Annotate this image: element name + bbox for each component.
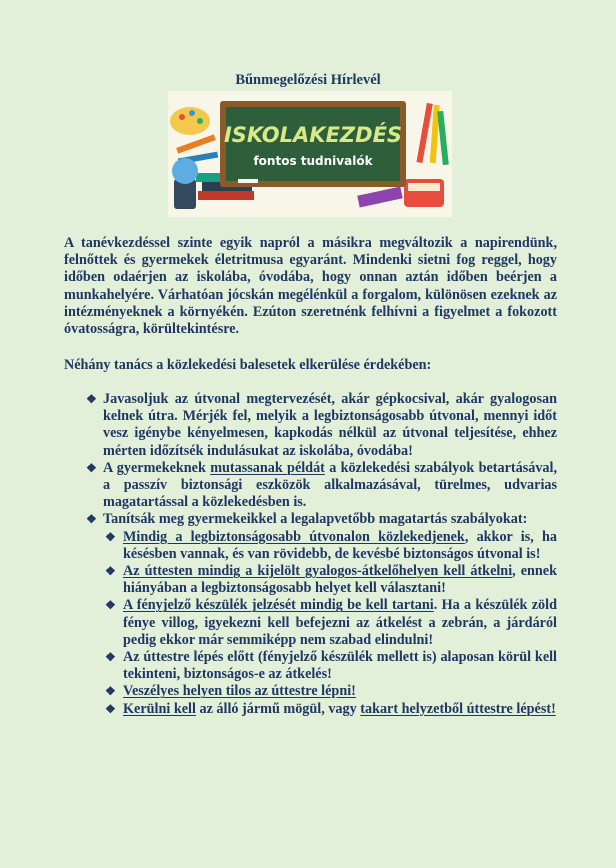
bullet-icon: ❖ bbox=[86, 392, 97, 406]
list-item: ❖ Mindig a legbiztonságosabb útvonalon közlekedjenek, akkor is, ha késésben vannak, és van rövidebb, de kevésbé biztonságos útvonal is! bbox=[105, 528, 557, 562]
list-item: ❖ Az úttestre lépés előtt (fényjelző készülék mellett is) alaposan körül kell tekinteni, biztonságos-e az átkelés! bbox=[105, 649, 557, 683]
bullet-icon: ❖ bbox=[105, 701, 116, 716]
bullet-icon: ❖ bbox=[105, 684, 116, 699]
bullet-icon: ❖ bbox=[105, 650, 116, 665]
pencil-icon bbox=[416, 103, 432, 163]
globe-icon bbox=[172, 158, 198, 184]
banner-line2: fontos tudnivalók bbox=[253, 154, 373, 168]
list-item: ❖ Javasoljuk az útvonal megtervezését, akár gépkocsival, akár gyalogosan kelnek útra. Mérjék fel, melyik a legbiztonságosabb útvonal, mennyi időt vesz igénybe kényelmesen, kapkodás nélkül az útvonal teljesítése, ehhez mérten időzítsék indulásukat az iskolába, óvodába! bbox=[86, 391, 557, 459]
list-item: ❖ Tanítsák meg gyermekeikkel a legalapvetőbb magatartás szabályokat: ❖ Mindig a legbiztonságosabb útvonalon közlekedjenek, akkor is, ha késésben vannak, és van rövidebb, de kevésbé biztonságos útvonal is! ❖ Az úttesten mindig a kijelölt gyalogos-átkelőhelyen kell átkelni, ennek hiányában a legbiztonságosabb helyet kell választani! ❖ A fényjelző készülék jelzését mindig be kell tartani. Ha a készülék zöld fénye villog, igyekezni kell befejezni az átkelést a zebrán, a járdáról pedig ekkor már semmiképp nem szabad elindulni! ❖ Az úttestre lépés előtt (fényjelző készülék mellett is) alaposan körül kell tekinteni, biztonságos-e az átkelés! ❖ Veszélyes helyen tilos az úttestre lépni! ❖ Kerülni kell az álló jármű mögül, vagy takart helyzetből úttestre lépést! bbox=[86, 511, 557, 717]
intro-paragraph: A tanévkezdéssel szinte egyik napról a másikra megváltozik a napirendünk, felnőttek és gyermekek életritmusa egyaránt. Mindenki sietni fog reggel, hogy időben odaérjen az iskolába, óvodába, hogy onnan aztán időben beérjen a munkahelyére. Várhatóan jócskán megélénkül a forgalom, különösen ezeknek az intézményeknek a környékén. Ezúton szeretnénk felhívni a figyelmet a fokozott óvatosságra, körültekintésre. bbox=[64, 235, 557, 338]
bullet-icon: ❖ bbox=[105, 564, 116, 579]
bullet-icon: ❖ bbox=[105, 598, 116, 613]
list-item: ❖ Az úttesten mindig a kijelölt gyalogos-átkelőhelyen kell átkelni, ennek hiányában a legbiztonságosabb helyet kell választani! bbox=[105, 563, 557, 597]
list-item: ❖ Kerülni kell az álló jármű mögül, vagy takart helyzetből úttestre lépést! bbox=[105, 700, 556, 717]
chalkboard-illustration bbox=[168, 91, 452, 217]
list-item: ❖ A fényjelző készülék jelzését mindig be kell tartani. Ha a készülék zöld fénye villog, igyekezni kell befejezni az átkelést a zebrán, a járdáról pedig ekkor már semmiképp nem szabad elindulni! bbox=[105, 597, 557, 648]
list-item: ❖ A gyermekeknek mutassanak példát a közlekedési szabályok betartásával, a passzív biztonsági eszközök alkalmazásával, türelmes, udvarias magatartással a közlekedésben is. bbox=[86, 459, 558, 511]
pencil-icon bbox=[176, 134, 216, 153]
banner-line1: ISKOLAKEZDÉS bbox=[223, 123, 403, 147]
rules-sublist bbox=[103, 529, 557, 718]
pencil-icon bbox=[437, 111, 449, 165]
list-item: ❖ Veszélyes helyen tilos az úttestre lépni! bbox=[105, 683, 356, 700]
bullet-icon: ❖ bbox=[86, 460, 97, 475]
school-start-banner bbox=[168, 91, 452, 217]
bullet-icon: ❖ bbox=[105, 529, 116, 544]
tips-subtitle: Néhány tanács a közlekedési balesetek elkerülése érdekében: bbox=[64, 357, 432, 373]
book-icon bbox=[198, 191, 254, 200]
tips-list bbox=[86, 391, 557, 718]
bullet-icon: ❖ bbox=[86, 512, 97, 527]
chalk-icon bbox=[238, 179, 258, 183]
ruler-icon bbox=[357, 187, 403, 208]
newsletter-title: Bűnmegelőzési Hírlevél bbox=[235, 72, 381, 88]
